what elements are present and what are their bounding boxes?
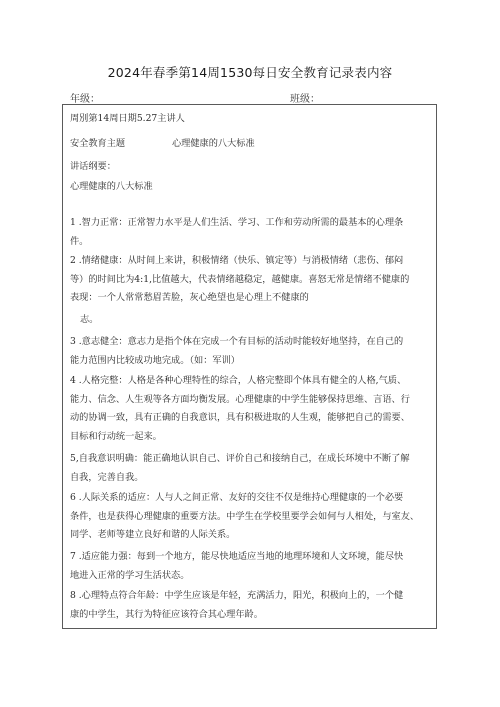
outline-title: 心理健康的八大标准 xyxy=(70,181,153,192)
class-label: 班级： xyxy=(290,94,320,105)
outline-label: 讲话纲要： xyxy=(70,161,116,172)
standard-item-6: 6 .人际关系的适应：人与人之间正常、友好的交往不仅是维持心理健康的一个必要 条件，也是获得心理健康的重要方法。中学生在学校里要学会如何与人相处，与室友、 同学、老师等建立良好和谐的人际关系。 xyxy=(70,492,420,541)
standard-item-7: 7 .适应能力强：每到一个地方，能尽快地适应当地的地理环境和人文环境，能尽快 地进入正常的学习生活状态。 xyxy=(70,551,404,581)
week-date-speaker-line: 周別第14周日期5.27主讲人 xyxy=(70,113,185,124)
standard-item-2: 2 .情绪健康：从时间上来讲，积极情绪（快乐、镇定等）与消极情绪（悲伤、郁闷 等）的时间比为4:1,比值越大，代表情绪越稳定，越健康。喜怒无常是情绪不健康的 表现：一个人常常愁眉苦脸，灰心绝望也是心理上不健康的 志。 xyxy=(70,255,410,325)
topic-value: 心理健康的八大标准 xyxy=(172,138,255,149)
standard-item-1: 1 .智力正常：正常智力水平是人们生活、学习、工作和劳动所需的最基本的心理条 件。 xyxy=(70,217,404,247)
document-title: 2024年春季第14周1530每日安全教育记录表内容 xyxy=(107,65,393,80)
grade-label: 年级： xyxy=(70,94,100,105)
standard-item-3: 3 .意志健全：意志力是指个体在完成一个有目标的活动时能较好地坚持，在自己的 能力范围内比较成功地完成。（如：军训） xyxy=(70,336,404,366)
topic-label: 安全教育主题 xyxy=(70,138,126,149)
standard-item-4: 4 .人格完整：人格是各种心理特性的综合，人格完整即个体具有健全的人格,气质、 能力、信念、人生观等各方面均衡发展。心理健康的中学生能够保持思维、言语、行 动的协调一致，具有正确的自我意识，具有积极进取的人生观，能够把自己的需要、 目标和行动统一起来。 xyxy=(70,375,410,442)
standard-item-8: 8 .心理特点符合年龄：中学生应该是年轻，充满活力，阳光，积极向上的，一个健 康的中学生，其行为特征应该符合其心理年龄。 xyxy=(70,590,404,620)
standard-item-5: 5,自我意识明确：能正确地认识自己、评价自己和接纳自己，在成长环境中不断了解 自我，完善自我。 xyxy=(70,453,410,483)
